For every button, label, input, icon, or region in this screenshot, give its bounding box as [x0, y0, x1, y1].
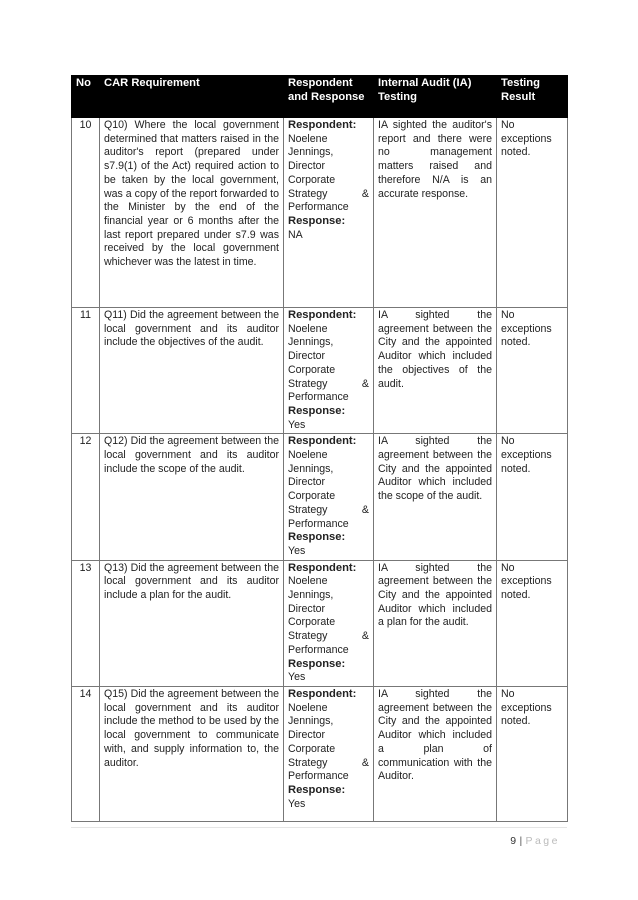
footer-divider [71, 827, 567, 828]
response-label: Response: [288, 657, 346, 670]
respondent-name: Noelene Jennings, Director Corporate Strategy & Performance [288, 449, 369, 530]
page-footer [510, 835, 560, 847]
respondent-cell [284, 434, 374, 560]
ia-testing-cell: IA sighted the agreement between the City and the appointed Auditor which included the scope of the audit. [374, 434, 497, 560]
response-label: Response: [288, 214, 346, 227]
header-ia-testing: Internal Audit (IA) Testing [374, 76, 497, 118]
ia-testing-cell: IA sighted the agreement between the City and the appointed Auditor which included the objectives of the audit. [374, 308, 497, 434]
table-header-row [72, 76, 568, 118]
page-number: 9 [510, 835, 517, 847]
respondent-cell [284, 560, 374, 686]
respondent-label: Respondent: [288, 561, 357, 574]
row-number: 12 [72, 434, 100, 560]
result-cell: No exceptions noted. [497, 308, 568, 434]
result-cell: No exceptions noted. [497, 560, 568, 686]
respondent-label: Respondent: [288, 435, 357, 448]
respondent-name: Noelene Jennings, Director Corporate Strategy & Performance [288, 575, 369, 656]
row-number: 13 [72, 560, 100, 686]
table-row [72, 118, 568, 308]
page-word: Page [525, 835, 560, 847]
respondent-name: Noelene Jennings, Director Corporate Strategy & Performance [288, 322, 369, 404]
response-value: Yes [288, 671, 306, 684]
respondent-cell [284, 118, 374, 308]
result-cell: No exceptions noted. [497, 686, 568, 821]
table-row [72, 308, 568, 434]
ia-testing-cell: IA sighted the agreement between the City and the appointed Auditor which included a plan of communication with the Auditor. [374, 686, 497, 821]
respondent-label: Respondent: [288, 119, 357, 131]
table-row [72, 560, 568, 686]
row-number: 14 [72, 686, 100, 821]
requirement-cell: Q10) Where the local government determined that matters raised in the auditor's report (prepared under s7.9(1) of the Act) required action to be taken by the local government, was a copy of the report forwarded to the Minister by the end of the financial year or 6 months after the last report prepared under s7.9 was received by the local government whichever was the latest in time. [100, 118, 284, 308]
response-value: Yes [288, 797, 306, 810]
ia-testing-cell: IA sighted the auditor's report and there were no management matters raised and therefore N/A is an accurate response. [374, 118, 497, 308]
response-label: Response: [288, 783, 346, 796]
response-label: Response: [288, 531, 346, 544]
respondent-cell [284, 308, 374, 434]
header-respondent: Respondent and Response [284, 76, 374, 118]
footer-separator: | [519, 835, 523, 847]
ia-testing-cell: IA sighted the agreement between the City and the appointed Auditor which included a plan for the audit. [374, 560, 497, 686]
row-number: 11 [72, 308, 100, 434]
response-value: Yes [288, 418, 306, 431]
result-cell: No exceptions noted. [497, 118, 568, 308]
respondent-cell [284, 686, 374, 821]
requirement-cell: Q12) Did the agreement between the local government and its auditor include the scope of the audit. [100, 434, 284, 560]
respondent-label: Respondent: [288, 309, 357, 321]
table-row [72, 434, 568, 560]
respondent-name: Noelene Jennings, Director Corporate Strategy & Performance [288, 701, 369, 783]
response-value: Yes [288, 544, 306, 557]
car-compliance-table [71, 75, 568, 822]
response-value: NA [288, 228, 303, 241]
respondent-label: Respondent: [288, 687, 357, 700]
result-cell: No exceptions noted. [497, 434, 568, 560]
table-row [72, 686, 568, 821]
row-number: 10 [72, 118, 100, 308]
header-requirement: CAR Requirement [100, 76, 284, 118]
response-label: Response: [288, 404, 346, 417]
requirement-cell: Q15) Did the agreement between the local government and its auditor include the method to be used by the local government to communicate with, and supply information to, the auditor. [100, 686, 284, 821]
respondent-name: Noelene Jennings, Director Corporate Strategy & Performance [288, 132, 369, 214]
requirement-cell: Q11) Did the agreement between the local government and its auditor include the objectives of the audit. [100, 308, 284, 434]
requirement-cell: Q13) Did the agreement between the local government and its auditor include a plan for the audit. [100, 560, 284, 686]
header-result: Testing Result [497, 76, 568, 118]
header-no: No [72, 76, 100, 118]
